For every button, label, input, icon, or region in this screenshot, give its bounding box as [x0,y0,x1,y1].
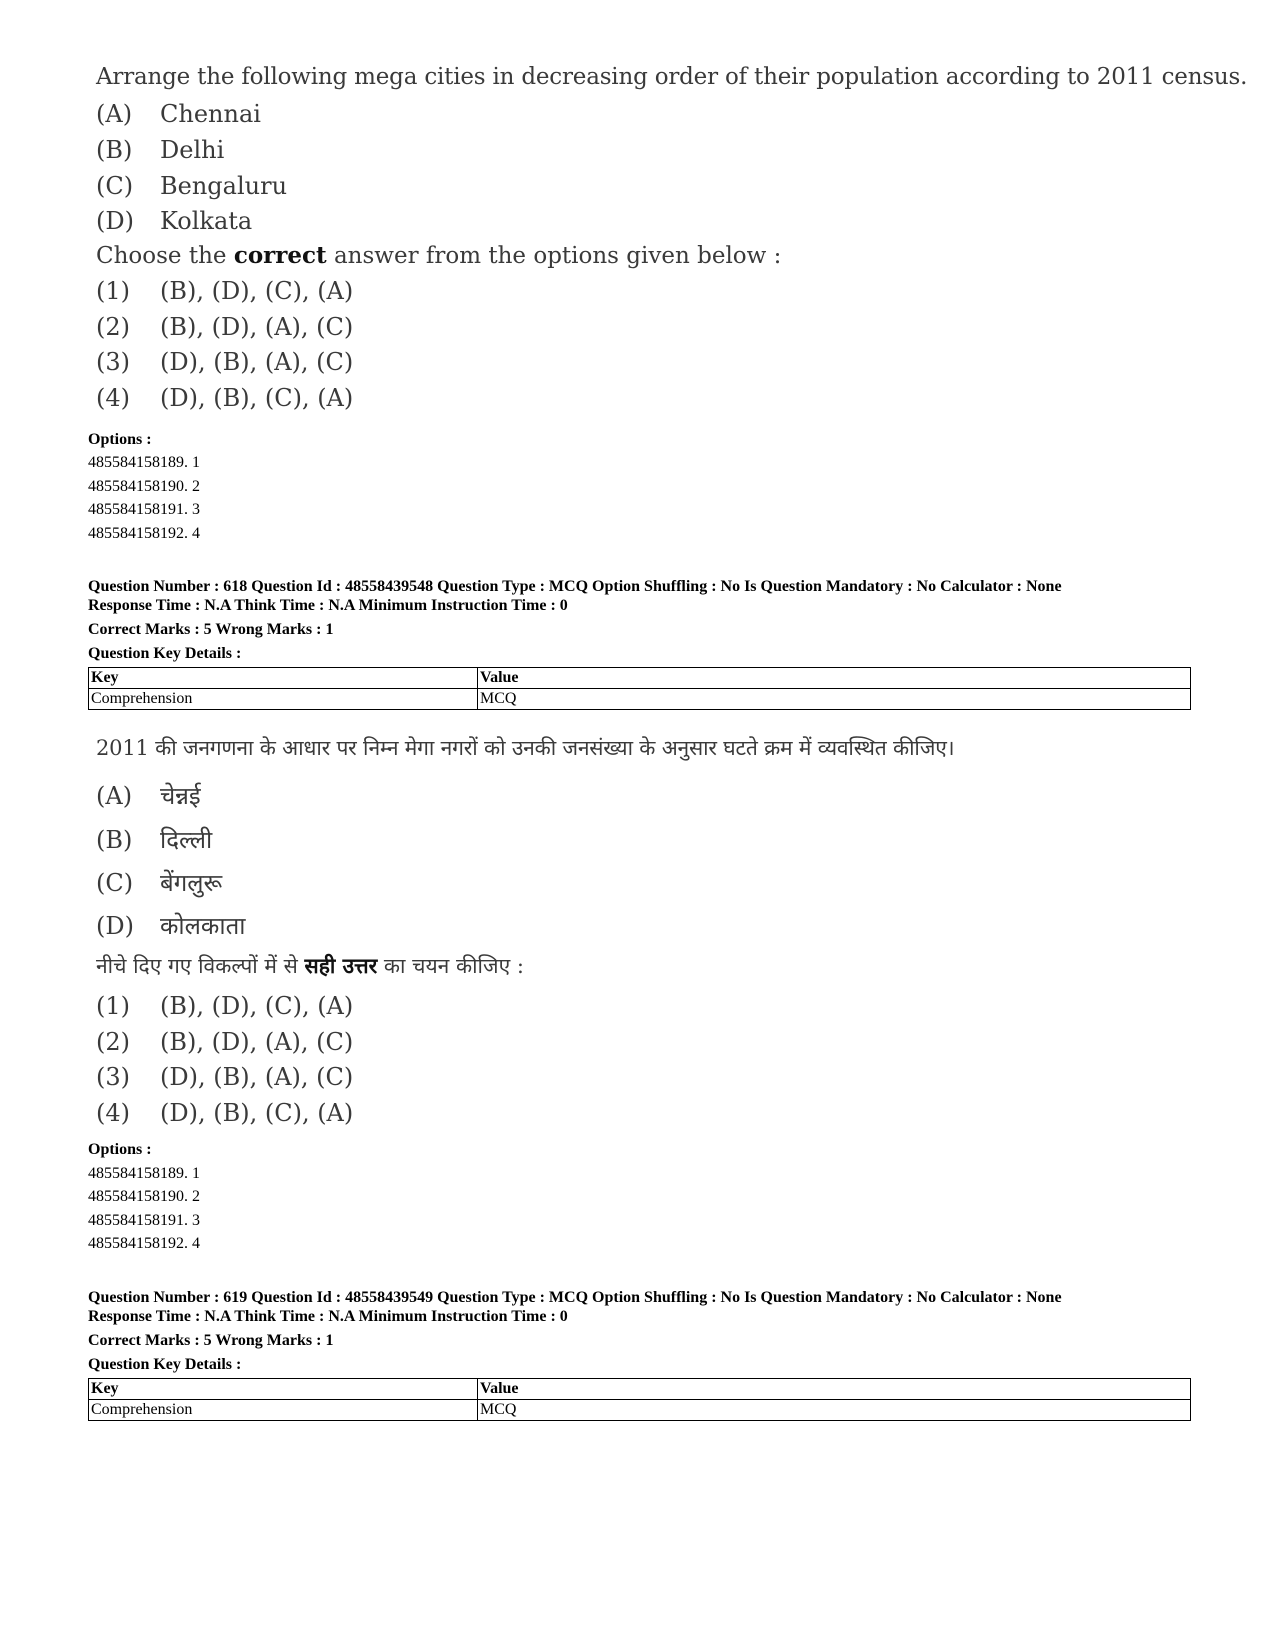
option-id: 485584158192. 4 [88,525,200,542]
table-cell: Comprehension [89,689,478,710]
option-id: 485584158190. 2 [88,1188,200,1205]
answer-choice: (2) (B), (D), (A), (C) [96,1028,354,1056]
question-marks: Correct Marks : 5 Wrong Marks : 1 [88,621,334,638]
question-instruction: Choose the correct answer from the options given below : [96,242,782,269]
question-key-table [88,1378,1191,1421]
list-item: (D) Kolkata [96,207,253,235]
table-header-row [89,1379,1191,1400]
table-cell: MCQ [478,1400,1191,1421]
table-header-cell: Key [89,1379,478,1400]
question-marks: Correct Marks : 5 Wrong Marks : 1 [88,1332,334,1349]
table-cell: MCQ [478,689,1191,710]
answer-choice: (4) (D), (B), (C), (A) [96,1099,354,1127]
question-image-english [96,64,1248,412]
table-header-cell: Value [478,1379,1191,1400]
option-id: 485584158189. 1 [88,454,200,471]
answer-choice: (2) (B), (D), (A), (C) [96,313,354,341]
list-item: (D) कोलकाता [96,912,246,940]
answer-choice: (3) (D), (B), (A), (C) [96,1063,354,1091]
list-item: (C) Bengaluru [96,172,288,200]
question-key-table [88,667,1191,710]
question-stem: 2011 की जनगणना के आधार पर निम्न मेगा नगरों को उनकी जनसंख्या के अनुसार घटते क्रम में व्यवस्थित कीजिए। [96,736,955,760]
answer-choice: (1) (B), (D), (C), (A) [96,992,354,1020]
option-id: 485584158189. 1 [88,1165,200,1182]
option-id: 485584158190. 2 [88,478,200,495]
answer-choice: (1) (B), (D), (C), (A) [96,277,354,305]
question-header: Question Number : 618 Question Id : 48558439548 Question Type : MCQ Option Shuffling : No Is Question Mandatory : No Calculator : None [88,578,1062,595]
table-header-cell: Value [478,668,1191,689]
list-item: (A) चेन्नई [96,782,201,810]
options-heading: Options : [88,431,152,448]
question-image-hindi [96,734,955,1127]
answer-choice: (4) (D), (B), (C), (A) [96,384,354,412]
option-id: 485584158192. 4 [88,1235,200,1252]
question-header-timing: Response Time : N.A Think Time : N.A Minimum Instruction Time : 0 [88,1308,568,1325]
question-header-timing: Response Time : N.A Think Time : N.A Minimum Instruction Time : 0 [88,597,568,614]
list-item: (B) Delhi [96,136,225,164]
table-header-row [89,668,1191,689]
list-item: (A) Chennai [96,100,261,128]
table-cell: Comprehension [89,1400,478,1421]
table-row [89,1400,1191,1421]
list-item: (B) दिल्ली [96,826,213,854]
option-id: 485584158191. 3 [88,501,200,518]
table-header-cell: Key [89,668,478,689]
question-header: Question Number : 619 Question Id : 48558439549 Question Type : MCQ Option Shuffling : No Is Question Mandatory : No Calculator : None [88,1289,1062,1306]
option-id: 485584158191. 3 [88,1212,200,1229]
options-heading: Options : [88,1141,152,1158]
question-stem: Arrange the following mega cities in decreasing order of their population according to 2011 census. [96,64,1248,90]
key-details-heading: Question Key Details : [88,1356,242,1373]
question-instruction: नीचे दिए गए विकल्पों में से सही उत्तर का चयन कीजिए : [96,953,524,978]
list-item: (C) बेंगलुरू [96,869,223,897]
table-row [89,689,1191,710]
answer-choice: (3) (D), (B), (A), (C) [96,348,354,376]
key-details-heading: Question Key Details : [88,645,242,662]
